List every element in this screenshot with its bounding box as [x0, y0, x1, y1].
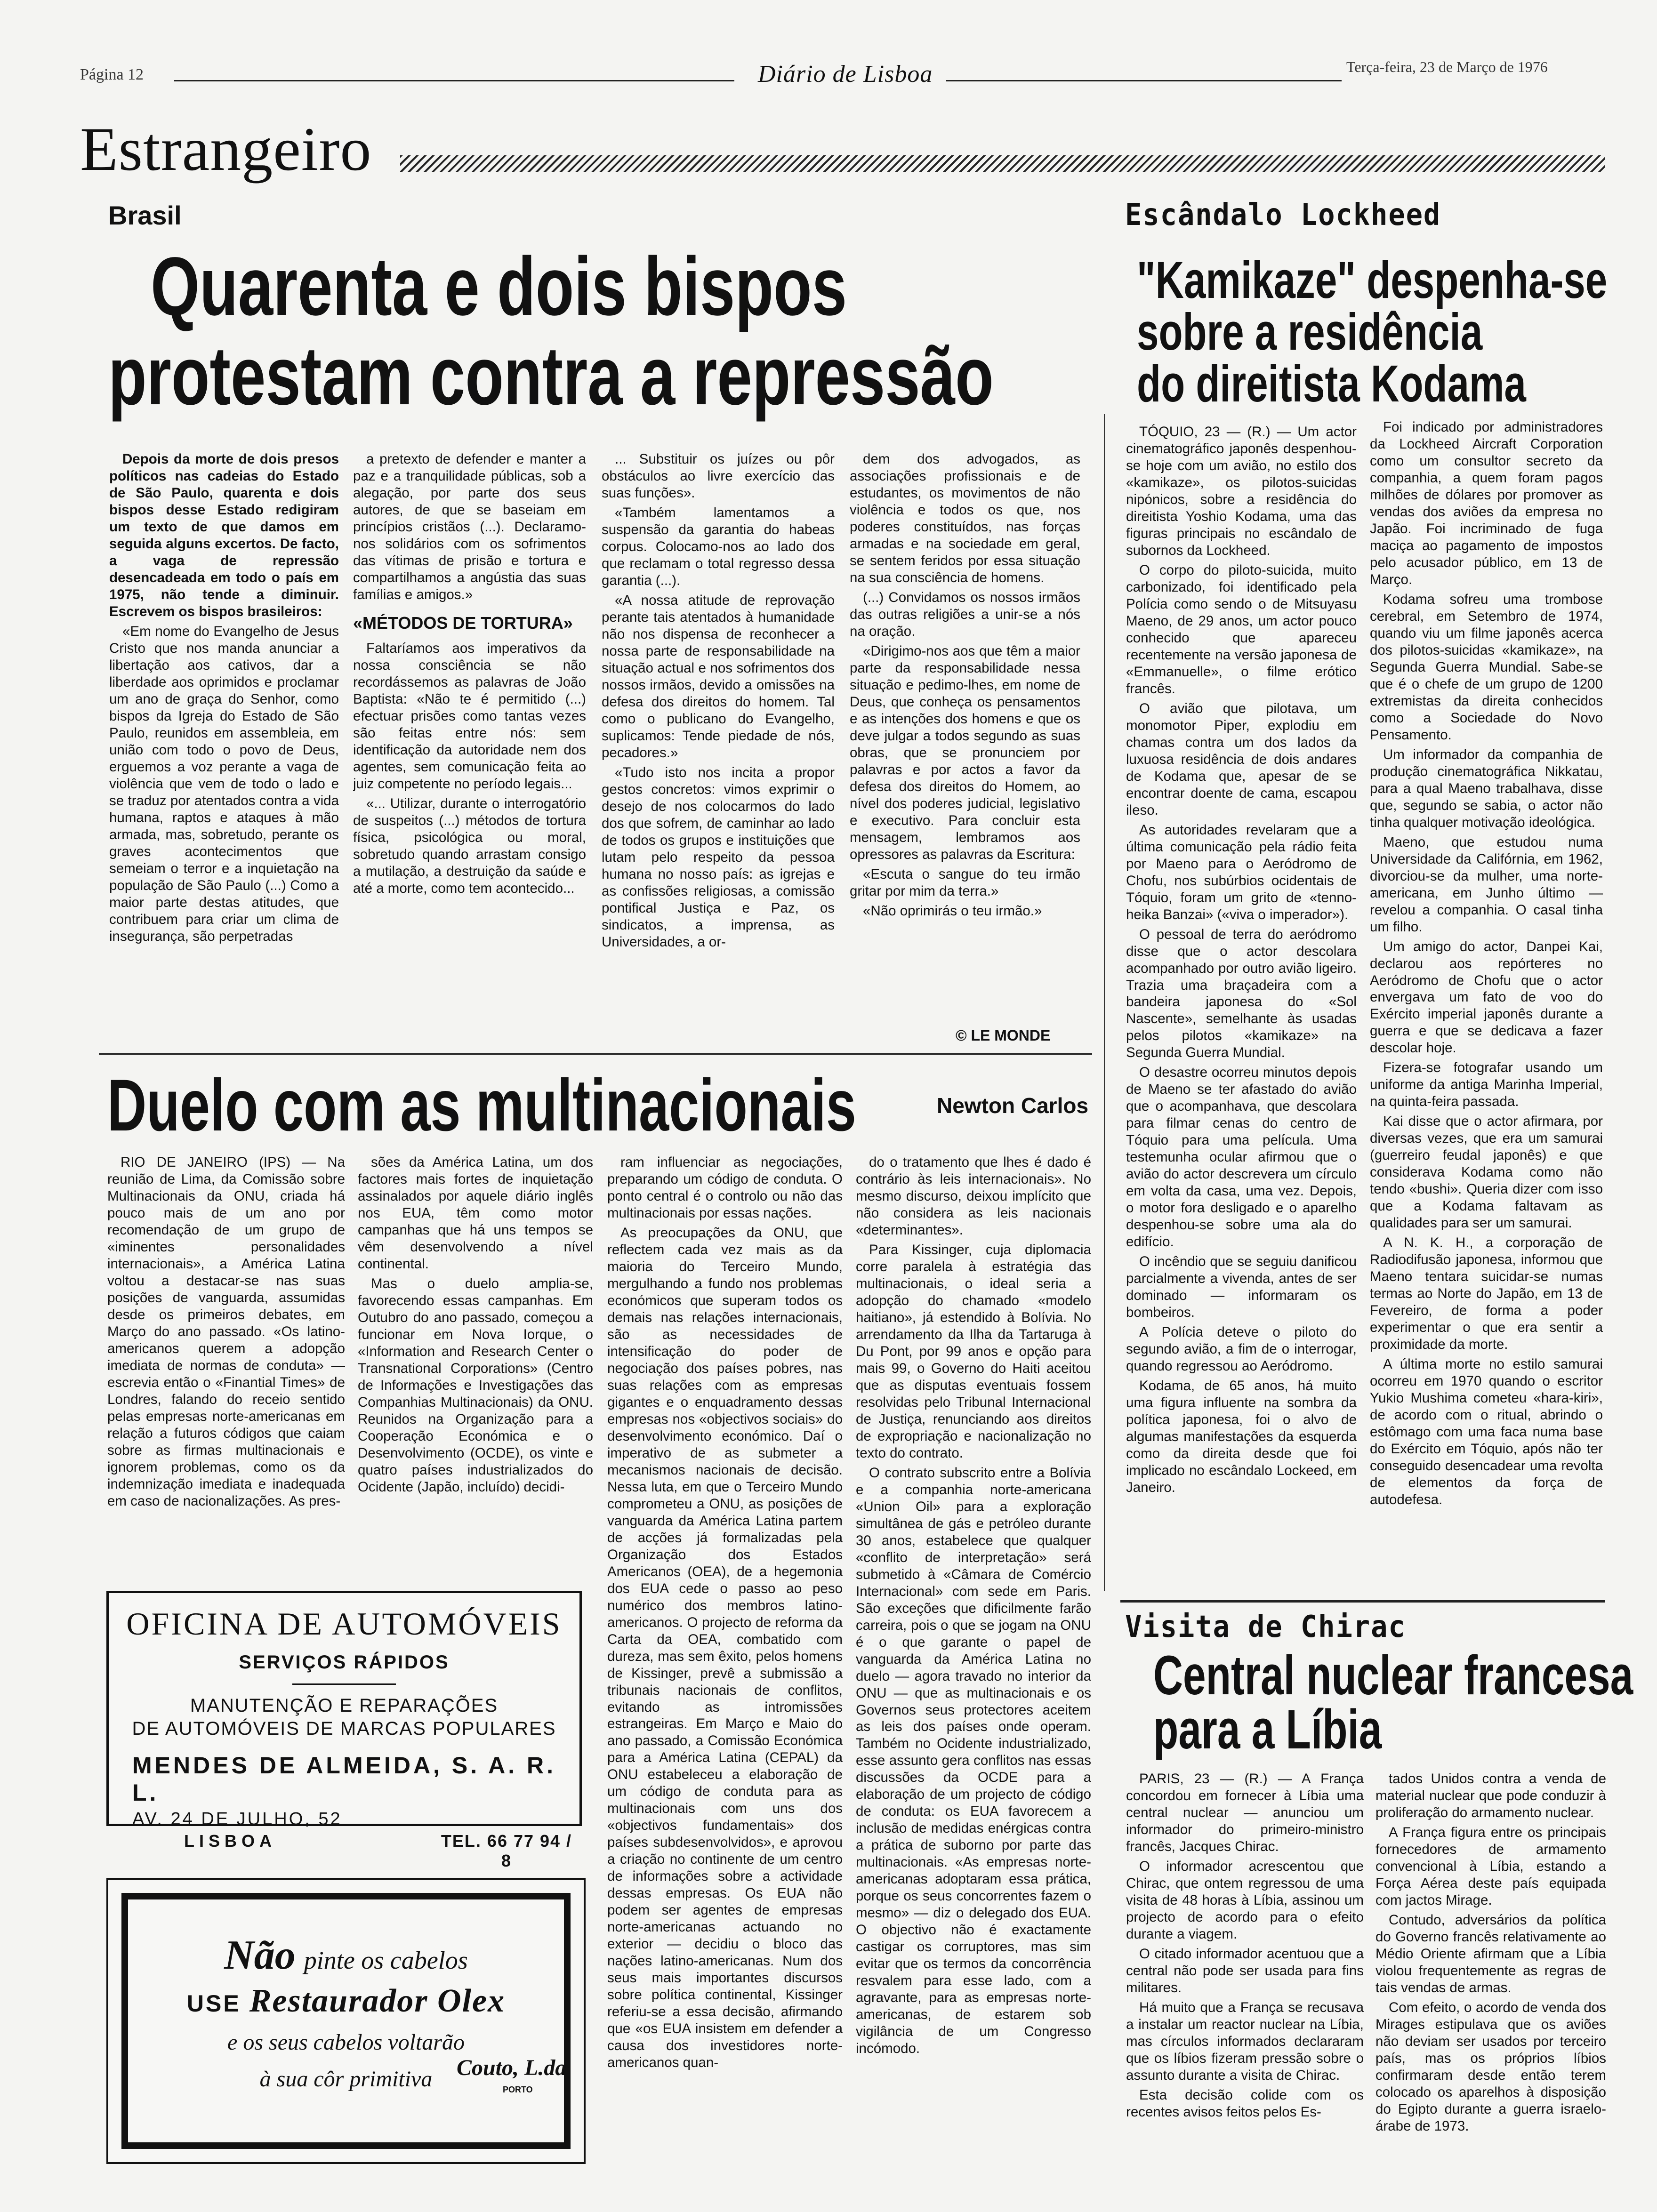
article2-column1: [107, 1154, 345, 1603]
section-hatch: [400, 155, 1605, 172]
article1-paragraph: «Não oprimirás o teu irmão.»: [863, 903, 1042, 919]
ad1-company: MENDES DE ALMEIDA, S. A. R. L.: [132, 1752, 556, 1806]
page-number: Página 12: [80, 66, 144, 83]
article4-paragraph: Há muito que a França se recusava a instalar um reactor nuclear na Líbia, mas círculos informados declararam que os líbios fizeram pressão sobre o assunto durante a visita de Chirac.: [1126, 1999, 1364, 2083]
ad2-line3: e os seus cabelos voltarão: [227, 2030, 465, 2055]
article3-paragraph: A última morte no estilo samurai ocorreu em 1970 quando o escritor Yukio Mushima cometeu «hara-kiri», de acordo com o ritual, abrindo o estômago com uma faca numa base do Exército em Tóquio, após não ter conseguido desencadear uma revolta de elementos da força de autodefesa.: [1370, 1356, 1603, 1508]
article4-column1: [1126, 1771, 1364, 2194]
article3-paragraph: O desastre ocorreu minutos depois de Maeno se ter afastado do avião que o acompanhava, que descolara para filmar cenas do centro de Tóquio para uma película. Uma testemunha ocular afirmou que o avião do actor descrevera um círculo em volta da casa, uma vez. Depois, o motor fora desligado e o aparelho despenhou-se sobre uma ala do edifício.: [1126, 1065, 1357, 1250]
article3-paragraph: Um amigo do actor, Danpei Kai, declarou aos repórteres no Aeródromo de Chofu que o actor envergava um fato de voo do Exército imperial japonês durante a guerra e que se dedicava a fazer descolar hoje.: [1370, 938, 1603, 1056]
article3-headline-line2: sobre a residência: [1137, 303, 1483, 361]
article4-paragraph: tados Unidos contra a venda de material nuclear que pode conduzir à proliferação do armamento nuclear.: [1375, 1771, 1606, 1820]
article-divider: [1120, 1600, 1605, 1603]
article1-paragraph: dem dos advogados, as associações profissionais e de estudantes, os movimentos de não violência e todos os que, nos poderes constituídos, nas forças armadas e na sociedade em geral, se sentem feridos por essa situação na sua consciência de homens.: [850, 451, 1080, 585]
article3-paragraph: Maeno, que estudou numa Universidade da Califórnia, em 1962, divorciou-se da mulher, uma norte-americana, em Junho último — revelou a companhia. O casal tinha um filho.: [1370, 834, 1603, 935]
article2-headline: Duelo com as multinacionais: [107, 1065, 856, 1146]
article1-paragraph: «Escuta o sangue do teu irmão gritar por mim da terra.»: [850, 866, 1080, 899]
article4-kicker: Visita de Chirac: [1125, 1610, 1406, 1644]
article3-paragraph: As autoridades revelaram que a última comunicação pela rádio feita por Maeno para o Aeródromo de Chofu, nos subúrbios ocidentais de Tóquio, foram um grito de «tenno-heika Banzai» («viva o imperador»).: [1126, 822, 1357, 922]
section-title: Estrangeiro: [80, 114, 372, 184]
ad1-phone: TEL. 66 77 94 / 8: [441, 1831, 572, 1870]
newspaper-name: Diário de Lisboa: [758, 61, 933, 88]
article4-paragraph: Com efeito, o acordo de venda dos Mirages estipulava que os aviões não deviam ser usados por terceiro país, mas os próprios líbios confirmaram desde então terem colocado os aparelhos à disposição do Egipto durante a guerra israelo-árabe de 1973.: [1375, 1999, 1606, 2134]
ad-restaurador-olex: [106, 1878, 586, 2164]
article1-paragraph: «Tudo isto nos incita a propor gestos concretos: vimos exprimir o desejo de nos colocarmos do lado dos que sofrem, de caminhar ao lado de todos os grupos e instituições que lutam pelo respeito da pessoa humana no nosso país: as igrejas e as confissões religiosas, a comissão pontifical Justiça e Paz, os sindicatos, a imprensa, as Universidades, a or-: [602, 764, 835, 950]
article1-paragraph: a pretexto de defender e manter a paz e a tranquilidade públicas, sob a alegação, por parte dos seus autores, de que se baseiam em princípios cristãos (...). Declaramo-nos solidários com os sofrimentos das vítimas de prisão e tortura e compartilhamos a angústia das suas famílias e amigos.»: [353, 451, 586, 602]
article3-paragraph: O avião que pilotava, um monomotor Piper, explodiu em chamas contra um dos lados da luxuosa residência de dois andares de Kodama que, apesar de se encontrar doente de cama, escapou ileso.: [1126, 700, 1357, 818]
ad1-rule: [292, 1683, 396, 1685]
article1-paragraph: «Também lamentamos a suspensão da garantia do habeas corpus. Colocamo-nos ao lado dos que reclamam o total regresso dessa garantia (...).: [602, 505, 835, 588]
ad2-line1a: Não: [224, 1932, 296, 1978]
article2-paragraph: sões da América Latina, um dos factores mais fortes de inquietação assinalados por aquele diário inglês nos EUA, têm como motor campanhas que há uns tempos se vêm desenvolvendo a nível continental.: [358, 1154, 593, 1272]
ad2-line4: à sua côr primitiva: [259, 2067, 433, 2092]
article1-paragraph: Faltaríamos aos imperativos da nossa consciência se não recordássemos as palavras de João Baptista: «Não te é permitido (...) efectuar prisões como tantas vezes são feitas entre nós: sem identificação da autoridade nem dos agentes, sem comunicação feita ao juiz competente no período legais...: [353, 640, 586, 792]
ad2-logo-sub: PORTO: [503, 2085, 533, 2094]
article2-paragraph: As preocupações da ONU, que reflectem cada vez mais as da maioria do Terceiro Mundo, mergulhando a fundo nos problemas económicos que superam todos os demais nas relações internacionais, são as necessidades de intensificação do poder de negociação dos países pobres, nas suas relações com as empresas gigantes e o enquadramento dessas empresas nos «objectivos sociais» do desenvolvimento económico. Daí o imperativo de as submeter a mecanismos nacionais de decisão. Nessa luta, em que o Terceiro Mundo comprometeu a ONU, as posições de vanguarda da América Latina partem de acções já formalizadas pela Organização dos Estados Americanos (OEA), de a hegemonia dos EUA cede o passo ao peso numérico dos membros latino-americanos. O projecto de reforma da Carta da OEA, combatido com dureza, mas sem êxito, pelos homens de Kissinger, prevê a submissão a tribunais nacionais de conflitos, evitando as intromissões estrangeiras. Em Março e Maio do ano passado, a Comissão Económica para a América Latina (CEPAL) da ONU estabeleceu a elaboração de um código de conduta para as multinacionais com uns dos «objectivos fundamentais» dos países subdesenvolvidos», e aprovou a criação no continente de um centro de informações sobre a actividade dessas empresas. Os EUA não podem ser agentes de empresas norte-americanas actuando no exterior — decidiu o bloco das nações latino-americanas. Num dos seus mais importantes discursos sobre política continental, Kissinger referiu-se a essa decisão, afirmando que «os EUA insistem em defender a causa dos investidores norte-americanos quan-: [607, 1225, 843, 2071]
article3-paragraph: Um informador da companhia de produção cinematográfica Nikkatau, para a qual Maeno trabalhava, disse que, segundo se sabia, o actor não tinha qualquer motivação ideológica.: [1370, 746, 1603, 830]
ad-oficina-automoveis: [106, 1591, 582, 1870]
ad2-line2b: Restaurador Olex: [249, 1983, 506, 2019]
article1-paragraph: (...) Convidamos os nossos irmãos das outras religiões a unir-se a nós na oração.: [850, 589, 1080, 639]
article2-paragraph: RIO DE JANEIRO (IPS) — Na reunião de Lima, da Comissão sobre Multinacionais da ONU, criada há pouco mais de um ano por recomendação de um grupo de «iminentes personalidades internacionais», a América Latina voltou a destacar-se nas suas posições de vanguarda, assumidas desde os primeiros debates, em Março do ano passado. «Os latino-americanos querem a adopção imediata de normas de conduta» — escrevia então o «Finantial Times» de Londres, falando do receio sentido pelas empresas norte-americanas em relação a futuros códigos que caiam sobre as firmas multinacionais e ignorem problemas, como os da indemnização imediata e inadequada em caso de nacionalizações. As pres-: [107, 1154, 345, 1509]
article2-column3: [607, 1154, 843, 2180]
article4-paragraph: A França figura entre os principais fornecedores de armamento convencional à Líbia, estando a Força Aérea deste país equipada com jactos Mirage.: [1375, 1824, 1606, 1908]
article-divider: [99, 1053, 1092, 1055]
ad2-line1b: pinte os cabelos: [304, 1946, 468, 1974]
ad1-title: OFICINA DE AUTOMÓVEIS: [126, 1606, 562, 1642]
article1-headline-line1: Quarenta e dois bispos: [151, 240, 847, 333]
article2-paragraph: do o tratamento que lhes é dado é contrário às leis internacionais». No mesmo discurso, deixou implícito que não considera as leis nacionais «determinantes».: [856, 1154, 1091, 1238]
article4-paragraph: Contudo, adversários da política do Governo francês relativamente ao Médio Oriente afirmam que a Líbia violou frequentemente as regras de tais vendas de armas.: [1375, 1912, 1606, 1996]
article4-paragraph: PARIS, 23 — (R.) — A França concordou em fornecer à Líbia uma central nuclear — anunciou um informador do primeiro-ministro francês, Jacques Chirac.: [1126, 1771, 1364, 1854]
article4-column2: [1375, 1771, 1606, 2194]
article4-headline-line2: para a Líbia: [1153, 1699, 1382, 1761]
article1-paragraph: «... Utilizar, durante o interrogatório de suspeitos (...) métodos de tortura física, psicológica ou moral, sobretudo quando arrastam consigo a mutilação, a destruição da saúde e até a morte, como tem acontecido...: [353, 795, 586, 896]
ad2-line2a: USE: [186, 1990, 241, 2017]
article1-paragraph: ... Substituir os juízes ou pôr obstáculos ao livre exercício das suas funções».: [602, 451, 835, 501]
article3-paragraph: Kodama sofreu uma trombose cerebral, em Setembro de 1974, quando viu um filme japonês acerca dos pilotos-suicidas «kamikaze», na Segunda Guerra Mundial. Sabe-se que é o chefe de um grupo de 1200 extremistas da direita conhecidos como a Sociedade do Novo Pensamento.: [1370, 591, 1603, 743]
article3-paragraph: O corpo do piloto-suicida, muito carbonizado, foi identificado pela Polícia como sendo o de Mitsuyasu Maeno, de 29 anos, um actor pouco conhecido que apareceu recentemente na versão japonesa de «Emmanuelle», o filme erótico francês.: [1126, 562, 1357, 697]
article4-paragraph: O informador acrescentou que Chirac, que ontem regressou de uma visita de 48 horas à Líbia, assinou um projecto de acordo para o efeito durante a viagem.: [1126, 1858, 1364, 1942]
article2-byline: Newton Carlos: [937, 1093, 1089, 1118]
article3-column2: [1370, 419, 1603, 1586]
article2-paragraph: ram influenciar as negociações, preparando um código de conduta. O ponto central é o controlo ou não das multinacionais por essas nações.: [607, 1154, 843, 1221]
article1-subhead: «MÉTODOS DE TORTURA»: [353, 613, 573, 633]
header-rule-right: [946, 80, 1342, 81]
ad1-address: AV. 24 DE JULHO, 52: [132, 1809, 342, 1829]
article3-headline-line3: do direitista Kodama: [1137, 355, 1526, 413]
header-rule-left: [174, 80, 734, 81]
article3-paragraph: Kai disse que o actor afirmara, por diversas vezes, que era um samurai (guerreiro feudal japonês) e que considerava Kodama como não tendo «bushi». Queria dizer com isso que a Kodama faltavam as qualidades para ser um samurai.: [1370, 1114, 1603, 1231]
article3-paragraph: Foi indicado por administradores da Lockheed Aircraft Corporation como um consultor secreto da companhia, a quem foram pagos milhões de dólares por promover as vendas dos aviões da empresa no Japão. Foi incriminado de fuga maciça ao pagamento de impostos pelo acusador público, em 13 de Março.: [1370, 419, 1603, 587]
column-divider: [1104, 414, 1105, 1591]
article3-headline-line1: "Kamikaze" despenha-se: [1137, 251, 1608, 309]
article3-paragraph: TÓQUIO, 23 — (R.) — Um actor cinematográfico japonês despenhou-se hoje com um avião, no estilo dos «kamikaze», os pilotos-suicidas nipónicos, sobre a residência do direitista Yoshio Kodama, uma das figuras principais no escândalo de subornos da Lockheed.: [1126, 424, 1357, 558]
article2-paragraph: Mas o duelo amplia-se, favorecendo essas campanhas. Em Outubro do ano passado, começou a funcionar em Nova Iorque, o «Information and Research Center o Transnational Corporations» (Centro de Informações e Investigações das Companhias Multinacionais) da ONU. Reunidos na Organização para a Cooperação Económica e o Desenvolvimento (OCDE), os vinte e quatro países industrializados do Ocidente (Japão, incluído) decidi-: [358, 1275, 593, 1495]
article1-paragraph: «A nossa atitude de reprovação perante tais atentados à humanidade não nos dispensa de reconhecer a nossa parte de responsabilidade na situação actual e nos sofrimentos dos nossos irmãos, devido a omissões na defesa dos direitos do homem. Tal como o publicano do Evangelho, suplicamos: Tende piedade de nós, pecadores.»: [602, 592, 835, 761]
ad1-line2: DE AUTOMÓVEIS DE MARCAS POPULARES: [132, 1718, 556, 1739]
article3-paragraph: A Polícia deteve o piloto do segundo avião, a fim de o interrogar, quando regressou ao Aeródromo.: [1126, 1324, 1357, 1374]
article3-paragraph: Fizera-se fotografar usando um uniforme da antiga Marinha Imperial, na quinta-feira passada.: [1370, 1060, 1603, 1110]
article1-column2: [353, 451, 586, 1045]
article2-column4: [856, 1154, 1091, 2180]
ad1-subtitle: SERVIÇOS RÁPIDOS: [239, 1652, 450, 1673]
ad1-line1: MANUTENÇÃO E REPARAÇÕES: [190, 1695, 499, 1716]
article3-paragraph: A N. K. H., a corporação de Radiodifusão japonesa, informou que Maeno tentara suicidar-se numas termas ao Norte do Japão, em 13 de Fevereiro, de forma a poder experimentar o que era sentir a proximidade da morte.: [1370, 1235, 1603, 1353]
ad1-city: LISBOA: [184, 1831, 277, 1851]
article1-lead: Depois da morte de dois presos políticos nas cadeias do Estado de São Paulo, quarenta e dois bispos desse Estado redigiram um texto de que damos em seguida alguns excertos. De facto, a vaga de repressão desencadeada em todo o país em 1975, não tende a diminuir. Escrevem os bispos brasileiros:: [109, 451, 339, 619]
article4-paragraph: Esta decisão colide com os recentes avisos feitos pelos Es-: [1126, 2087, 1364, 2120]
article3-kicker: Escândalo Lockheed: [1125, 198, 1441, 232]
issue-date: Terça-feira, 23 de Março de 1976: [1346, 58, 1548, 75]
article4-paragraph: O citado informador acentuou que a central não pode ser usada para fins militares.: [1126, 1946, 1364, 1996]
article1-paragraph: «Em nome do Evangelho de Jesus Cristo que nos manda anunciar a libertação aos cativos, dar a liberdade aos oprimidos e proclamar um ano de graça do Senhor, como bispos da Igreja do Estado de São Paulo, reunidos em assembleia, em união com todo o povo de Deus, erguemos a voz perante a vaga de violência que vem de todo o lado e se traduz por atentados contra a vida humana, raptos e ataques à mão armada, mas, sobretudo, perante os graves acontecimentos que semeiam o terror e a inquietação na população de São Paulo (...) Como a maior parte destas atitudes, que contribuem para criar um clima de insegurança, são perpetradas: [109, 623, 339, 944]
article3-paragraph: O incêndio que se seguiu danificou parcialmente a vivenda, antes de ser dominado — informaram os bombeiros.: [1126, 1254, 1357, 1321]
article1-credit: © LE MONDE: [956, 1027, 1051, 1044]
article1-column1: [109, 451, 339, 1045]
article1-column3: [602, 451, 835, 1045]
article2-paragraph: O contrato subscrito entre a Bolívia e a companhia norte-americana «Union Oil» para a exploração simultânea de gás e petróleo durante 30 anos, estabelece que qualquer «conflito de interpretação» será submetido à «Câmara de Comércio Internacional» com sede em Paris. São exceções que dificilmente farão carreira, pois o que se jogam na ONU é o que garante o papel de vanguarda da América Latina no duelo — agora travado no interior da ONU — que as multinacionais e os Governos seus protectores aceitem as leis dos países onde operam. Também no Ocidente industrializado, esse assunto gera conflitos nas essas discussões da OCDE para a elaboração de um projecto de código de conduta: os EUA favorecem a inclusão de medidas enérgicas contra a prática de suborno por parte das multinacionais. «As empresas norte-americanas adoptaram essa prática, porque os seus concorrentes fazem o mesmo» — diz o delegado dos EUA. O objectivo não é exactamente castigar os corruptores, mas sim evitar que os termos da concorrência resvalem para esse lado, com a agravante, para as empresas norte-americanas, de estarem sob vigilância de um Congresso incómodo.: [856, 1465, 1091, 2057]
article2-paragraph: Para Kissinger, cuja diplomacia corre paralela à estratégia das multinacionais, o ideal seria a adopção do chamado «modelo haitiano», já estendido à Bolívia. No arrendamento da Ilha da Tartaruga à Du Pont, por 99 anos e opção para mais 99, o Governo do Haiti aceitou que as disputas eventuais fossem resolvidas pelo Tribunal Internacional de Justiça, renunciando aos direitos de expropriação e nacionalização no texto do contrato.: [856, 1242, 1091, 1461]
article1-paragraph: «Dirigimo-nos aos que têm a maior parte da responsabilidade nessa situação e pedimo-lhes, em nome de Deus, que conheça os pensamentos e as intenções dos homens e que os deve julgar a todos segundo as suas obras, que se pronunciem por palavras e por actos a favor da defesa dos direitos do Homem, ao nível dos poderes judicial, legislativo e executivo. Para concluir esta mensagem, lembramos aos opressores as palavras da Escritura:: [850, 643, 1080, 862]
ad2-logo: Couto, L.da: [457, 2055, 567, 2080]
article1-column4: [850, 451, 1080, 1045]
article1-kicker: Brasil: [108, 200, 182, 230]
article3-paragraph: O pessoal de terra do aeródromo disse que o actor descolara acompanhado por outro avião ligeiro. Trazia uma braçadeira com a bandeira japonesa do «Sol Nascente», semelhante às usadas pelos pilotos «kamikaze» na Segunda Guerra Mundial.: [1126, 926, 1357, 1061]
article3-paragraph: Kodama, de 65 anos, há muito uma figura influente na sombra da política japonesa, foi o alvo de algumas manifestações da esquerda como da direita desde que foi implicado no escândalo Lockeed, em Janeiro.: [1126, 1378, 1357, 1496]
article4-headline-line1: Central nuclear francesa: [1153, 1644, 1633, 1707]
article3-column1: [1126, 424, 1357, 1586]
article2-column2: [358, 1154, 593, 1603]
article1-headline-line2: protestam contra a repressão: [108, 330, 994, 422]
